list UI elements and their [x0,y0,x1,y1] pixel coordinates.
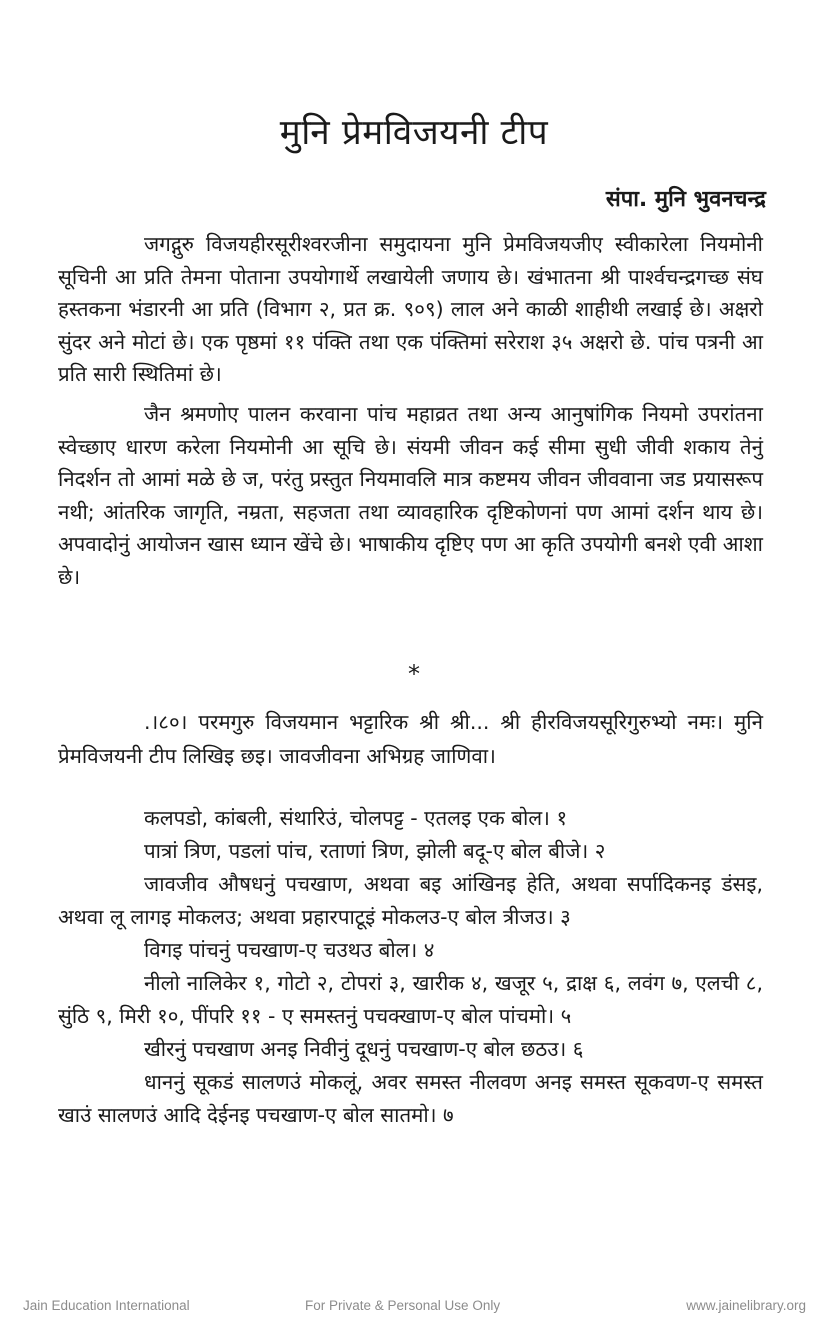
page-title: मुनि प्रेमविजयनी टीप [279,113,549,153]
rule-item: धाननुं सूकडं सालणउं मोकलूं, अवर समस्त नीलवण अनइ समस्त सूकवण-ए समस्त खाउं सालणउं आदि देईनइ पचखाण-ए बोल सातमो। ७ [58,1070,763,1127]
footer-publisher: Jain Education International [23,1298,190,1313]
rule-item: विगइ पांचनुं पचखाण-ए चउथउ बोल। ४ [144,938,435,962]
footer-usage-note: For Private & Personal Use Only [305,1298,501,1313]
footer-website-link[interactable]: www.jainelibrary.org [686,1298,806,1313]
rule-item: जावजीव औषधनुं पचखाण, अथवा बइ आंखिनइ हेति, अथवा सर्पादिकनइ डंसइ, अथवा लू लागइ मोकलउ; अथवा प्रहारपाटूइं मोकलउ-ए बोल त्रीजउ। ३ [58,872,763,929]
rules-list [58,802,763,1132]
intro-paragraph: जैन श्रमणोए पालन करवाना पांच महाव्रत तथा अन्य आनुषांगिक नियमो उपरांतना स्वेच्छाए धारण करेला नियमोनी आ सूचि छे। संयमी जीवन कई सीमा सुधी जीवी शकाय तेनुं निदर्शन तो आमां मळे छे ज, परंतु प्रस्तुत नियमावलि मात्र कष्टमय जीवन जीववाना जड प्रयासरूप नथी; आंतरिक जागृति, नम्रता, सहजता तथा व्यावहारिक दृष्टिकोणनां पण आमां दर्शन थाय छे। अपवादोनुं आयोजन खास ध्यान खेंचे छे। भाषाकीय दृष्टिए पण आ कृति उपयोगी बनशे एवी आशा छे। [58,402,763,589]
rule-item: खीरनुं पचखाण अनइ निवीनुं दूधनुं पचखाण-ए बोल छठउ। ६ [144,1037,584,1061]
intro-paragraph: जगद्गुरु विजयहीरसूरीश्वरजीना समुदायना मुनि प्रेमविजयजीए स्वीकारेला नियमोनी सूचिनी आ प्रति तेमना पोताना उपयोगार्थे लखायेली जणाय छे। खंभातना श्री पार्श्वचन्द्रगच्छ संघ हस्तकना भंडारनी आ प्रति (विभाग २, प्रत क्र. ९०९) लाल अने काळी शाहीथी लखाई छे। अक्षरो सुंदर अने मोटां छे। एक पृष्ठमां ११ पंक्ति तथा एक पंक्तिमां सरेराश ३५ अक्षरो छे. पांच पत्रनी आ प्रति सारी स्थितिमां छे। [58,232,763,386]
rule-item: नीलो नालिकेर १, गोटो २, टोपरां ३, खारीक ४, खजूर ५, द्राक्ष ६, लवंग ७, एलची ८, सुंठि ९, मिरी १०, पींपरि ११ - ए समस्तनुं पचक्खाण-ए बोल पांचमो। ५ [58,971,763,1028]
section-separator: * [408,660,420,688]
text-opening: .।८०। परमगुरु विजयमान भट्टारिक श्री श्री... श्री हीरविजयसूरिगुरुभ्यो नमः। मुनि प्रेमविजयनी टीप लिखिइ छइ। जावजीवना अभिग्रह जाणिवा। [58,710,763,768]
rule-item: कलपडो, कांबली, संथारिउं, चोलपट्ट - एतलइ एक बोल। १ [144,806,568,830]
page-footer [0,1298,828,1318]
editor-credit: संपा. मुनि भुवनचन्द्र [605,187,766,212]
rule-item: पात्रां त्रिण, पडलां पांच, रताणां त्रिण, झोली बदू-ए बोल बीजे। २ [144,839,606,863]
